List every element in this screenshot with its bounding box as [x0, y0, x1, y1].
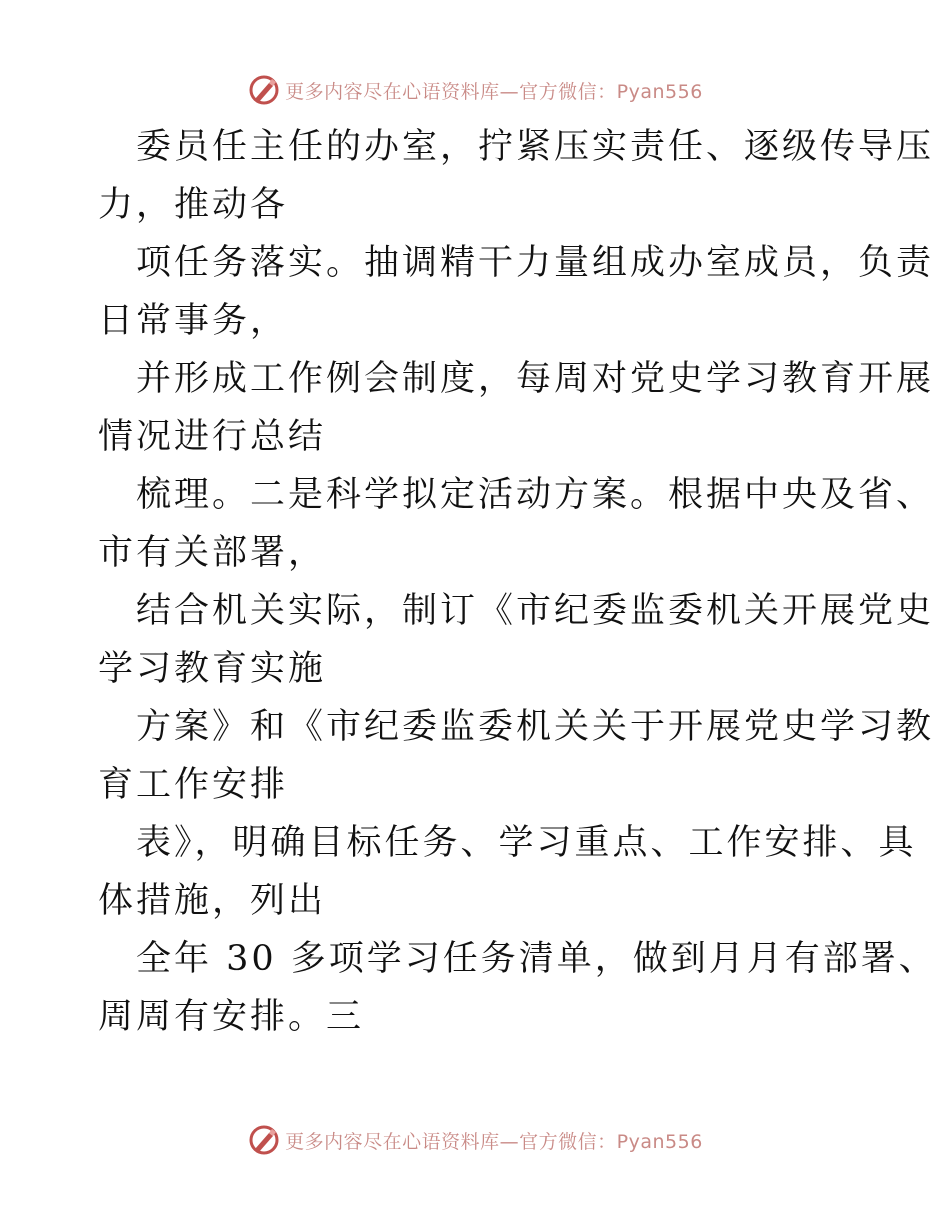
- footer-banner-text: 更多内容尽在心语资料库—官方微信：Pyan556: [285, 1130, 703, 1153]
- document-body: [98, 118, 937, 1046]
- pen-circle-logo-icon: [247, 73, 281, 107]
- text-line: 力，推动各: [98, 185, 289, 225]
- text-line: 并形成工作例会制度，每周对党史学习教育开展: [136, 359, 935, 399]
- text-line: 情况进行总结: [98, 417, 327, 457]
- text-line: 市有关部署，: [98, 533, 327, 573]
- header-banner: [0, 70, 950, 110]
- text-line: 育工作安排: [98, 765, 289, 805]
- text-line: 日常事务，: [98, 301, 289, 341]
- text-line: 梳理。二是科学拟定活动方案。根据中央及省、: [136, 475, 935, 515]
- text-line: 学习教育实施: [98, 649, 327, 689]
- text-line: 全年 30 多项学习任务清单，做到月月有部署、: [136, 939, 937, 979]
- header-banner-text: 更多内容尽在心语资料库—官方微信：Pyan556: [285, 80, 703, 103]
- text-line: 项任务落实。抽调精干力量组成办室成员，负责: [136, 243, 935, 283]
- text-line: 方案》和《市纪委监委机关关于开展党史学习教: [136, 707, 935, 747]
- pen-circle-logo-icon: [247, 1123, 281, 1157]
- text-line: 表》，明确目标任务、学习重点、工作安排、具: [136, 823, 917, 863]
- text-line: 结合机关实际，制订《市纪委监委机关开展党史: [136, 591, 935, 631]
- text-line: 体措施，列出: [98, 881, 327, 921]
- footer-banner: [0, 1120, 950, 1160]
- text-line: 委员任主任的办室，拧紧压实责任、逐级传导压: [136, 127, 935, 167]
- text-line: 周周有安排。三: [98, 997, 365, 1037]
